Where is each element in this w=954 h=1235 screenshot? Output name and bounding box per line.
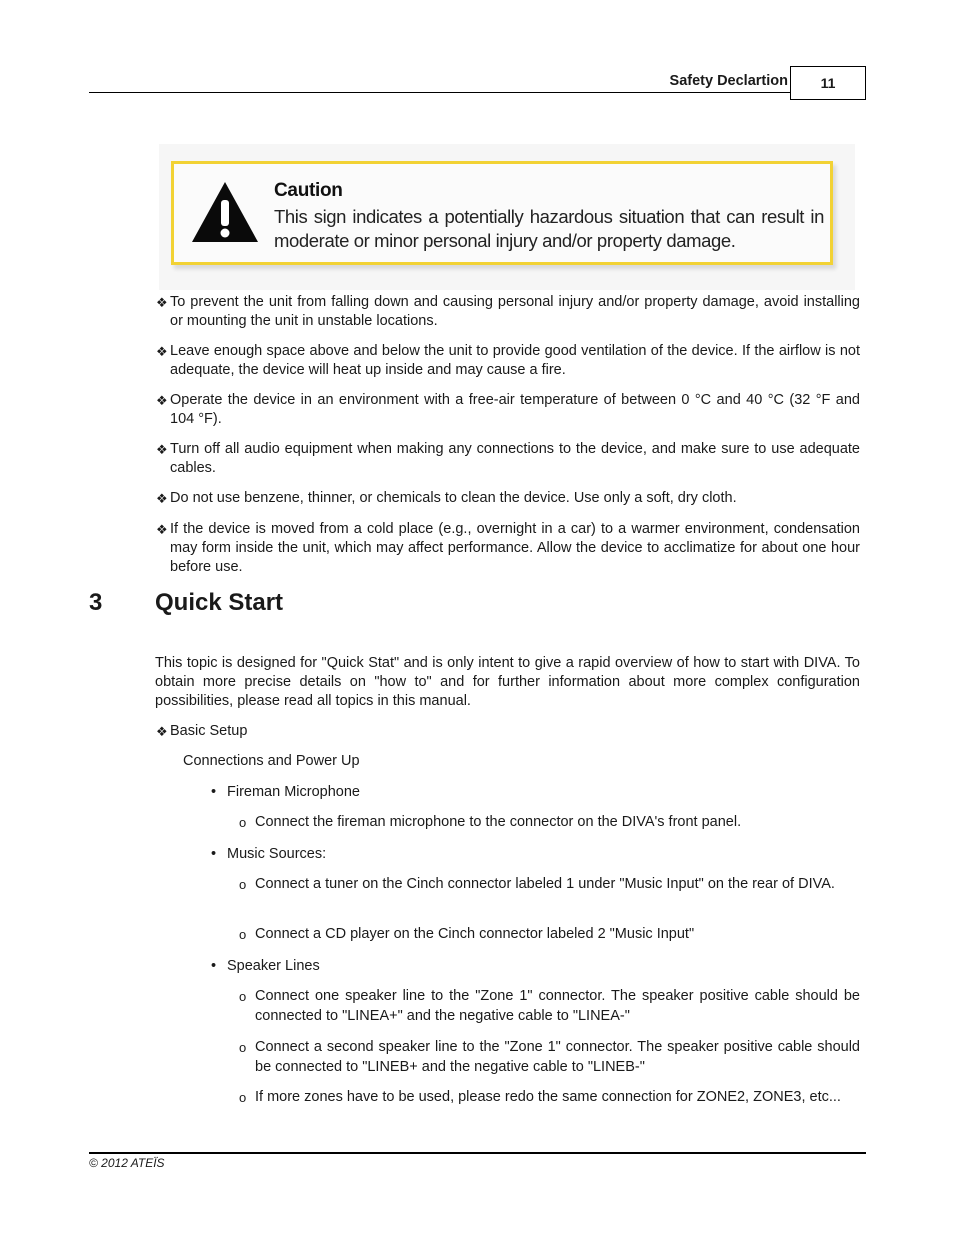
bullet-marker: ❖ [156, 344, 168, 359]
list-group [211, 845, 326, 864]
caution-box [171, 161, 833, 265]
circle-marker: o [239, 1040, 247, 1055]
list-group [211, 783, 360, 802]
bullet-marker: ❖ [156, 442, 168, 457]
section-title: Quick Start [155, 589, 284, 616]
safety-item [156, 293, 860, 331]
safety-item-text: Operate the device in an environment with a free-air temperature of between 0 °C and 40 °C (32 °F and 104 °F). [170, 392, 860, 427]
section-number: 3 [89, 589, 103, 616]
list-item-text: Connect the fireman microphone to the connector on the DIVA's front panel. [255, 814, 742, 830]
section-intro: This topic is designed for "Quick Stat" and is only intent to give a rapid overview of how to start with DIVA. To obtain more precise details on "how to" and for further information about more complex configuration possibilities, please read all topics in this manual. [155, 655, 860, 709]
circle-marker: o [239, 927, 247, 942]
running-header-title: Safety Declartion [669, 73, 788, 89]
list-item-text: Connect a tuner on the Cinch connector labeled 1 under "Music Input" on the rear of DIVA. [255, 876, 835, 892]
bullet-marker: ❖ [156, 393, 168, 408]
list-item [239, 875, 860, 895]
safety-item-text: Leave enough space above and below the unit to provide good ventilation of the device. If the airflow is not adequate, the device will heat up inside and may cause a fire. [170, 343, 860, 378]
bullet-marker: ❖ [156, 491, 168, 506]
list-group-label: Fireman Microphone [227, 784, 360, 800]
page-number: 11 [790, 66, 866, 100]
bullet-marker: ❖ [156, 724, 168, 739]
list-item [239, 1088, 860, 1108]
warning-triangle-icon [190, 180, 260, 244]
safety-item [156, 520, 860, 577]
dot-marker: • [211, 846, 217, 862]
footer-copyright: © 2012 ATEÏS [89, 1156, 165, 1170]
circle-marker: o [239, 1090, 247, 1105]
list-item-text: If more zones have to be used, please redo the same connection for ZONE2, ZONE3, etc... [255, 1089, 841, 1105]
subheading: Connections and Power Up [183, 753, 360, 769]
safety-item [156, 391, 860, 429]
bullet-marker: ❖ [156, 522, 168, 537]
circle-marker: o [239, 877, 247, 892]
caution-title: Caution [274, 180, 343, 201]
list-item [239, 1038, 860, 1077]
list-item-text: Connect a second speaker line to the "Zone 1" connector. The speaker positive cable should be connected to "LINEB+ and the negative cable to "LINEB-" [255, 1039, 860, 1075]
list-group [211, 957, 320, 976]
safety-item [156, 342, 860, 380]
list-group-label: Music Sources: [227, 846, 327, 862]
safety-item-text: If the device is moved from a cold place (e.g., overnight in a car) to a warmer environment, condensation may form inside the unit, which may affect performance. Allow the device to acclimatize for about one hour before use. [170, 521, 860, 575]
footer-rule [89, 1152, 866, 1154]
caution-text: This sign indicates a potentially hazardous situation that can result in moderate or minor personal injury and/or property damage. [274, 206, 824, 251]
list-group-label: Speaker Lines [227, 958, 320, 974]
basic-setup-label: Basic Setup [170, 723, 248, 739]
safety-item [156, 440, 860, 478]
list-item [239, 813, 860, 833]
dot-marker: • [211, 784, 217, 800]
safety-item-text: To prevent the unit from falling down and causing personal injury and/or property damage, avoid installing or mounting the unit in unstable locations. [170, 294, 860, 329]
safety-item-text: Do not use benzene, thinner, or chemicals to clean the device. Use only a soft, dry cloth. [170, 490, 737, 506]
list-item-text: Connect a CD player on the Cinch connector labeled 2 "Music Input" [255, 926, 695, 942]
list-item [239, 925, 860, 945]
bullet-marker: ❖ [156, 295, 168, 310]
dot-marker: • [211, 958, 217, 974]
header-rule [89, 92, 791, 93]
caution-figure [159, 144, 855, 290]
safety-item [156, 489, 860, 508]
circle-marker: o [239, 815, 247, 830]
basic-setup-item [156, 722, 860, 741]
list-item [239, 987, 860, 1026]
list-item-text: Connect one speaker line to the "Zone 1" connector. The speaker positive cable should be connected to "LINEA+" and the negative cable to "LINEA-" [255, 988, 860, 1024]
safety-item-text: Turn off all audio equipment when making any connections to the device, and make sure to use adequate cables. [170, 441, 860, 476]
circle-marker: o [239, 989, 247, 1004]
